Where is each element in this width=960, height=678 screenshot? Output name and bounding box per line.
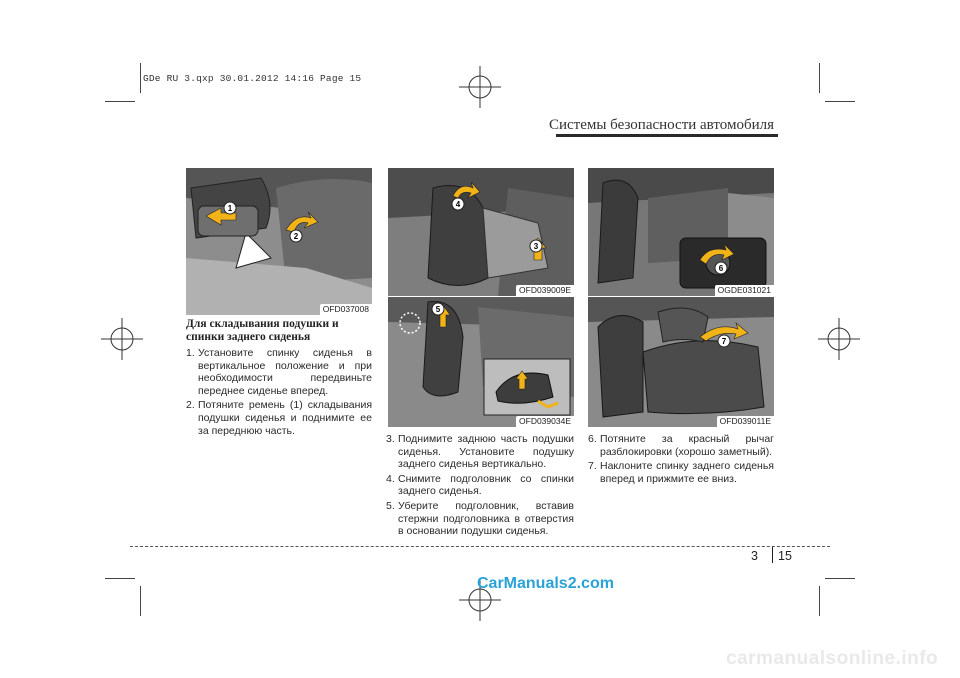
crop-mark <box>825 578 855 579</box>
crop-mark <box>825 101 855 102</box>
step-list <box>186 347 372 437</box>
procedure-heading: Для складывания подушки и спинки заднего сиденья <box>186 318 339 343</box>
figure-code: OGDE031021 <box>715 285 774 296</box>
figure-headrest-remove <box>388 297 574 427</box>
watermark-site: carmanualsonline.info <box>726 648 939 669</box>
figure-code: OFD039009E <box>516 285 574 296</box>
figure-code: OFD039034E <box>516 416 574 427</box>
step-item: 6. Потяните за красный рычаг разблокировки (хорошо заметный). <box>588 433 774 458</box>
step-item: 2. Потяните ремень (1) складывания подушки сиденья и поднимите ее за переднюю часть. <box>186 399 372 437</box>
header-rule <box>556 134 778 137</box>
figure-code: OFD039011E <box>717 416 774 427</box>
callout-1: 1 <box>227 204 233 213</box>
registration-mark-left <box>101 318 143 360</box>
callout-2: 2 <box>293 232 299 241</box>
column-1-text <box>186 318 372 439</box>
page-number: 15 <box>778 549 792 563</box>
footer-rule <box>130 546 830 547</box>
callout-6: 6 <box>718 264 724 273</box>
callout-5: 5 <box>435 305 441 314</box>
figure-release-lever <box>588 168 774 296</box>
crop-mark <box>819 63 820 93</box>
figure-seat-strap <box>186 168 372 315</box>
crop-mark <box>140 586 141 616</box>
step-list <box>588 433 774 485</box>
column-3-text <box>588 433 774 487</box>
crop-mark <box>819 586 820 616</box>
figure-fold-seatback <box>588 297 774 427</box>
callout-3: 3 <box>533 242 539 251</box>
registration-mark-right <box>818 318 860 360</box>
crop-mark <box>105 578 135 579</box>
figure-cushion-raise <box>388 168 574 296</box>
chapter-number: 3 <box>751 549 758 563</box>
column-2-text <box>386 433 574 540</box>
step-item: 1. Установите спинку сиденья в вертикальное положение и при необходимости передвиньте переднее сиденье вперед. <box>186 347 372 397</box>
step-item: 4. Снимите подголовник со спинки заднего сиденья. <box>386 472 574 498</box>
crop-mark <box>105 101 135 102</box>
callout-4: 4 <box>455 200 461 209</box>
registration-mark-top <box>459 66 501 108</box>
section-title: Системы безопасности автомобиля <box>548 117 774 133</box>
watermark-carmanuals: CarManuals2.com <box>477 575 614 592</box>
page-separator <box>772 547 773 563</box>
step-list <box>386 433 574 538</box>
step-item: 5. Уберите подголовник, вставив стержни подголовника в отверстия в основании подушки сиденья. <box>386 499 574 538</box>
step-item: 7. Наклоните спинку заднего сиденья вперед и прижмите ее вниз. <box>588 460 774 485</box>
step-item: 3. Поднимите заднюю часть подушки сиденья. Установите подушку заднего сиденья вертикально. <box>386 433 574 471</box>
print-slug: GDe RU 3.qxp 30.01.2012 14:16 Page 15 <box>143 73 362 84</box>
callout-7: 7 <box>721 337 727 346</box>
figure-code: OFD037008 <box>320 304 372 315</box>
crop-mark <box>140 63 141 93</box>
